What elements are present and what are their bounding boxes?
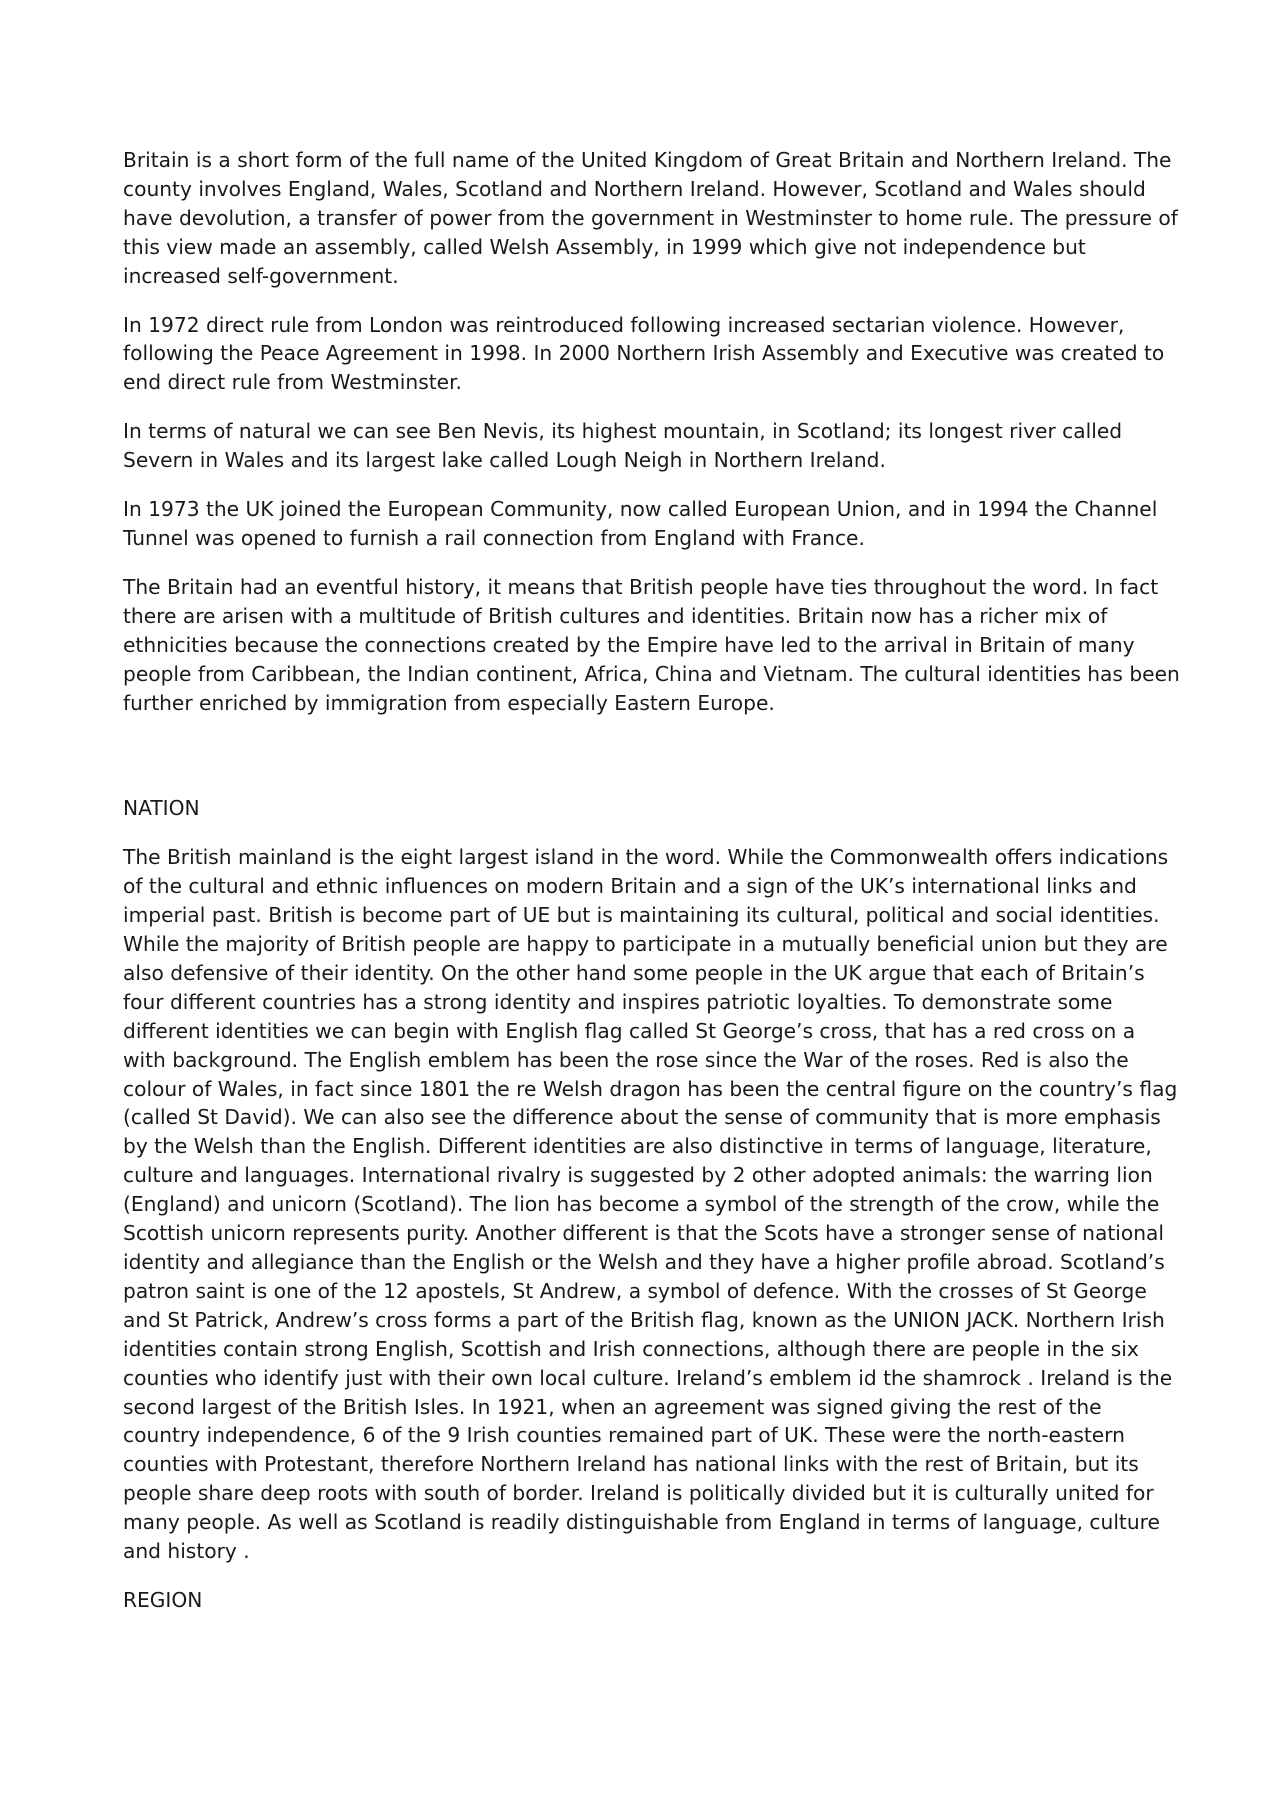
intro-paragraph-5: The Britain had an eventful history, it means that British people have ties throughout the word. In fact there are arisen with a multitude of British cultures and identities. Britain now has a richer mix of ethnicities because the connections created by the Empire have led to the arrival in Britain of many people from Caribbean, the Indian continent, Africa, China and Vietnam. The cultural identities has been further enriched by immigration from especially Eastern Europe. <box>123 574 1180 715</box>
region-heading: REGION <box>123 1587 203 1612</box>
nation-heading: NATION <box>123 796 200 821</box>
intro-paragraph-3: In terms of natural we can see Ben Nevis, its highest mountain, in Scotland; its longest river called Severn in Wales and its largest lake called Lough Neigh in Northern Ireland. <box>123 419 1123 473</box>
intro-paragraph-4: In 1973 the UK joined the European Community, now called European Union, and in 1994 the Channel Tunnel was opened to furnish a rail connection from England with France. <box>123 497 1158 550</box>
intro-paragraph-1: Britain is a short form of the full name of the United Kingdom of Great Britain and Northern Ireland. The county involves England, Wales, Scotland and Northern Ireland. However, Scotland and Wales should have devolution, a transfer of power from the government in Westminster to home rule. The pressure of this view made an assembly, called Welsh Assembly, in 1999 which give not independence but increased self-government. <box>123 148 1178 288</box>
document-page <box>123 146 1183 1635</box>
section-spacer <box>123 737 1183 794</box>
nation-paragraph: The British mainland is the eight largest island in the word. While the Commonwealth offers indications of the cultural and ethnic influences on modern Britain and a sign of the UK’s international links and imperial past. British is become part of UE but is maintaining its cultural, political and social identities. While the majority of British people are happy to participate in a mutually beneficial union but they are also defensive of their identity. On the other hand some people in the UK argue that each of Britain’s four different countries has a strong identity and inspires patriotic loyalties. To demonstrate some different identities we can begin with English flag called St George’s cross, that has a red cross on a with background. The English emblem has been the rose since the War of the roses. Red is also the colour of Wales, in fact since 1801 the re Welsh dragon has been the central figure on the country’s flag (called St David). We can also see the difference about the sense of community that is more emphasis by the Welsh than the English. Different identities are also distinctive in terms of language, literature, culture and languages. International rivalry is suggested by 2 other adopted animals: the warring lion (England) and unicorn (Scotland). The lion has become a symbol of the strength of the crow, while the Scottish unicorn represents purity. Another different is that the Scots have a stronger sense of national identity and allegiance than the English or the Welsh and they have a higher profile abroad. Scotland’s patron saint is one of the 12 apostels, St Andrew, a symbol of defence. With the crosses of St George and St Patrick, Andrew’s cross forms a part of the British flag, known as the UNION JACK. Northern Irish identities contain strong English, Scottish and Irish connections, although there are people in the six counties who identify just with their own local culture. Ireland’s emblem id the shamrock . Ireland is the second largest of the British Isles. In 1921, when an agreement was signed giving the rest of the country independence, 6 of the 9 Irish counties remained part of UK. These were the north-eastern counties with Protestant, therefore Northern Ireland has national links with the rest of Britain, but its people share deep roots with south of border. Ireland is politically divided but it is culturally united for many people. As well as Scotland is readily distinguishable from England in terms of language, culture and history . <box>123 845 1178 1564</box>
intro-paragraph-2: In 1972 direct rule from London was reintroduced following increased sectarian violence. However, following the Peace Agreement in 1998. In 2000 Northern Irish Assembly and Executive was created to end direct rule from Westminster. <box>123 312 1165 395</box>
